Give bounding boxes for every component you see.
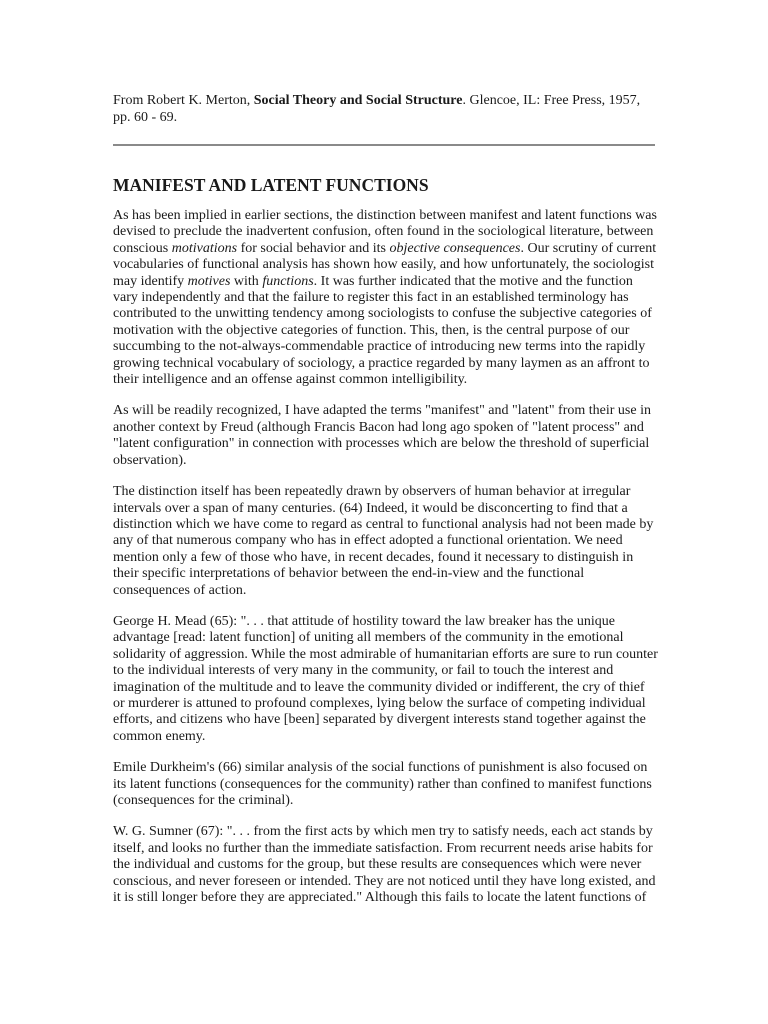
paragraph-1-part-e: . It was further indicated that the motive and the function vary independently and that the failure to register this fact in an established terminology has contributed to the unwitting tendency among sociologists to confuse the subjective categories of motivation with the objective categories of function. This, then, is the central purpose of our succumbing to the not-always-commendable practice of introducing new terms into the rapidly growing technical vocabulary of sociology, a practice regarded by many laymen as an affront to their intelligence and an offense against common intelligibility. — [113, 273, 652, 388]
emphasis-motives: motives — [187, 273, 231, 289]
document-page — [113, 92, 659, 906]
paragraph-1-part-b: for social behavior and its — [237, 240, 390, 256]
paragraph-6: W. G. Sumner (67): ". . . from the first acts by which men try to satisfy needs, each act stands by itself, and looks no further than the immediate satisfaction. From recurrent needs arise habits for the individual and customs for the group, but these results are consequences which were never conscious, and never foreseen or intended. They are not noticed until they have long existed, and it is still longer before they are appreciated." Although this fails to locate the latent functions of — [113, 824, 656, 906]
paragraph-2: As will be readily recognized, I have adapted the terms "manifest" and "latent" from their use in another context by Freud (although Francis Bacon had long ago spoken of "latent process" and "latent configuration" in connection with processes which are below the threshold of superficial observation). — [113, 403, 651, 468]
paragraph-1-part-d: with — [230, 273, 263, 289]
paragraph-5: Emile Durkheim's (66) similar analysis of the social functions of punishment is also focused on its latent functions (consequences for the community) rather than confined to manifest functions (consequences for the criminal). — [113, 760, 652, 808]
paragraph-4: George H. Mead (65): ". . . that attitude of hostility toward the law breaker has the unique advantage [read: latent function] of uniting all members of the community in the emotional solidarity of aggression. While the most admirable of humanitarian efforts are sure to run counter to the individual interests of very many in the community, or fail to touch the interest and imagination of the multitude and to leave the community divided or indifferent, the cry of thief or murderer is attuned to profound complexes, lying below the surface of competing individual efforts, and citizens who have [been] separated by divergent interests stand together against the common enemy. — [113, 613, 658, 744]
paragraph-1-part-a: As has been implied in earlier sections, the distinction between manifest and latent functions was devised to preclude the inadvertent confusion, often found in the sociological literature, between conscious — [113, 208, 657, 256]
emphasis-motivations: motivations — [171, 240, 238, 256]
citation-book-title: Social Theory and Social Structure — [253, 93, 463, 108]
citation-prefix: From Robert K. Merton, — [113, 93, 254, 108]
horizontal-divider — [113, 144, 655, 146]
citation-suffix: . Glencoe, IL: Free Press, 1957, pp. 60 - 69. — [113, 93, 641, 125]
paragraph-3: The distinction itself has been repeatedly drawn by observers of human behavior at irregular intervals over a span of many centuries. (64) Indeed, it would be disconcerting to find that a distinction which we have come to regard as central to functional analysis had not been made by any of that numerous company who has in effect adopted a functional orientation. We need mention only a few of those who have, in recent decades, found it necessary to distinguish in their specific interpretations of behavior between the end-in-view and the functional consequences of action. — [113, 484, 654, 598]
emphasis-objective-consequences: objective consequences — [389, 240, 521, 256]
section-heading: MANIFEST AND LATENT FUNCTIONS — [113, 175, 429, 195]
citation — [113, 92, 659, 126]
emphasis-functions: functions — [262, 273, 314, 289]
paragraph-1-part-c: . Our scrutiny of current vocabularies of functional analysis has shown how easily, and how unfortunately, the sociologist may identify — [113, 240, 657, 289]
paragraph-1 — [113, 208, 659, 388]
